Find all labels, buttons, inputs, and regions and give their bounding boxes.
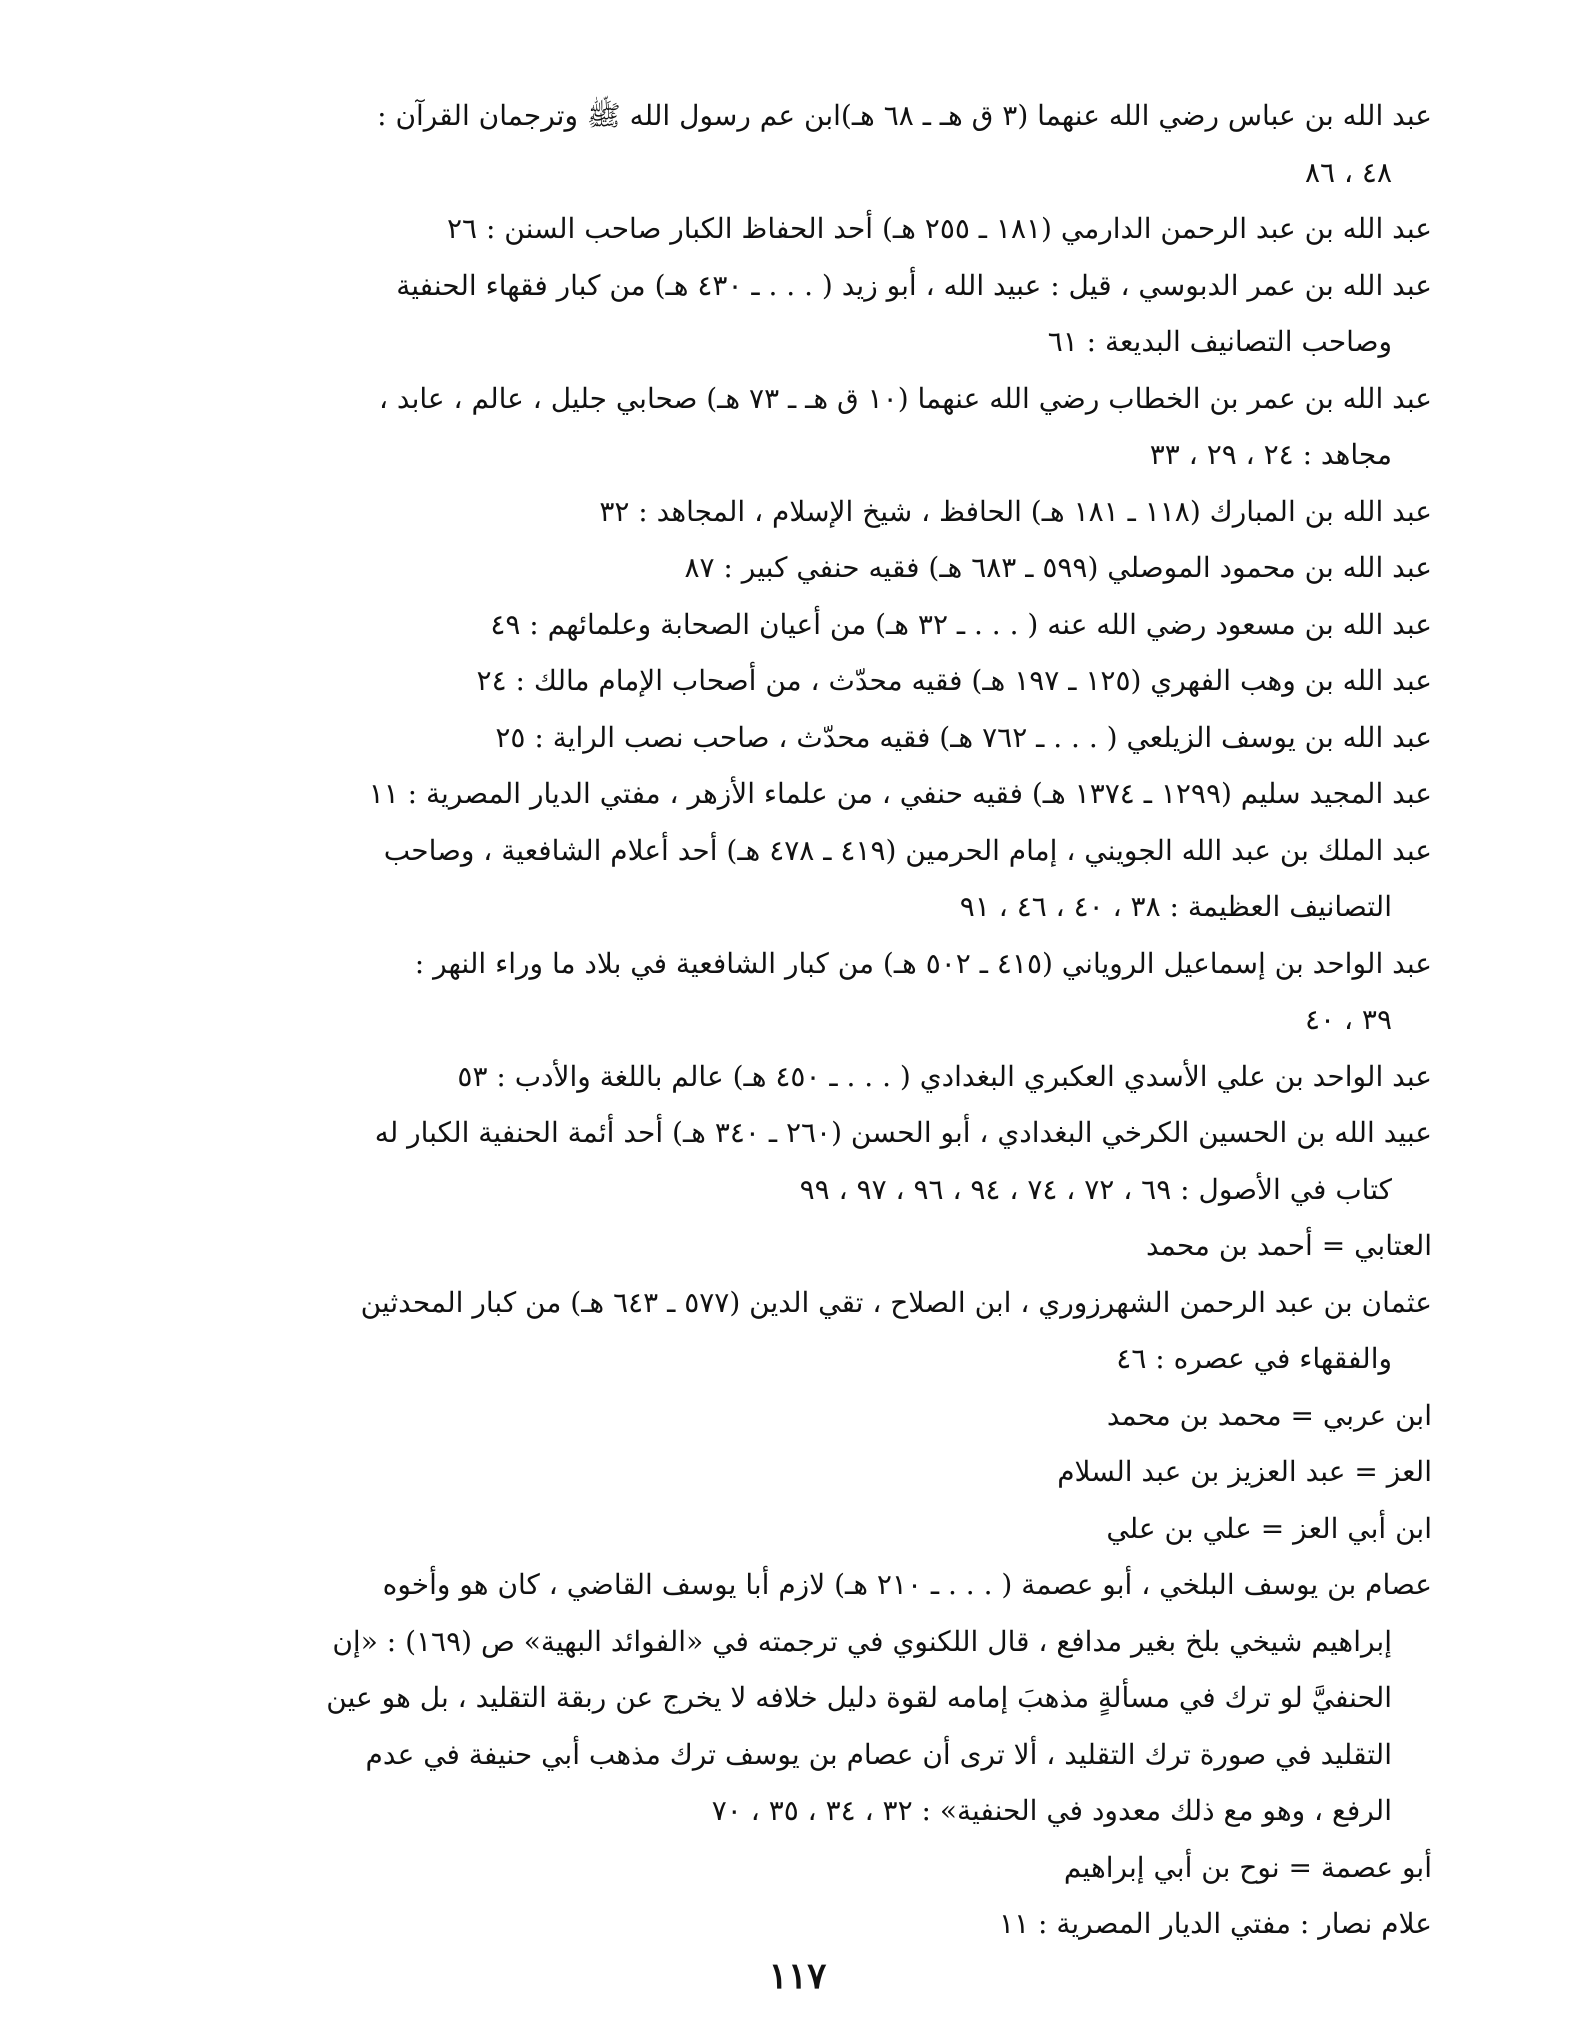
entry-line: ابن عربي = محمد بن محمد bbox=[1106, 1398, 1432, 1432]
entry-line: إبراهيم شيخي بلخ بغير مدافع ، قال اللكنوي في ترجمته في «الفوائد البهية» ص (١٦٩) : «إن bbox=[332, 1624, 1392, 1658]
entry-line: عبد الملك بن عبد الله الجويني ، إمام الحرمين (٤١٩ ـ ٤٧٨ هـ) أحد أعلام الشافعية ، وصاحب bbox=[383, 833, 1432, 867]
entry-line: عبد الله بن عمر بن الخطاب رضي الله عنهما (١٠ ق هـ ـ ٧٣ هـ) صحابي جليل ، عالم ، عابد ، bbox=[378, 381, 1432, 415]
entry-line: التقليد في صورة ترك التقليد ، ألا ترى أن عصام بن يوسف ترك مذهب أبي حنيفة في عدم bbox=[365, 1737, 1392, 1771]
entry-line: كتاب في الأصول : ٦٩ ، ٧٢ ، ٧٤ ، ٩٤ ، ٩٦ ، ٩٧ ، ٩٩ bbox=[799, 1172, 1392, 1206]
entry-line: عثمان بن عبد الرحمن الشهرزوري ، ابن الصلاح ، تقي الدين (٥٧٧ ـ ٦٤٣ هـ) من كبار المحدثين bbox=[360, 1285, 1432, 1319]
index-entry bbox=[222, 823, 1432, 936]
entry-line: العز = عبد العزيز بن عبد السلام bbox=[1057, 1455, 1432, 1488]
entry-line: عبد الله بن مسعود رضي الله عنه ( . . . ـ ٣٢ هـ) من أعيان الصحابة وعلمائهم : ٤٩ bbox=[490, 607, 1432, 641]
page-number: ١١٧ bbox=[768, 1955, 827, 1997]
index-entry bbox=[222, 1557, 1432, 1840]
index-entry bbox=[222, 1105, 1432, 1218]
entry-line: عبد الواحد بن إسماعيل الروياني (٤١٥ ـ ٥٠٢ هـ) من كبار الشافعية في بلاد ما وراء النهر : bbox=[414, 946, 1432, 980]
entry-line: عبد الله بن المبارك (١١٨ ـ ١٨١ هـ) الحافظ ، شيخ الإسلام ، المجاهد : ٣٢ bbox=[599, 494, 1432, 528]
index-entry bbox=[222, 1275, 1432, 1388]
entry-line: عبد الواحد بن علي الأسدي العكبري البغدادي ( . . . ـ ٤٥٠ هـ) عالم باللغة والأدب : ٥٣ bbox=[457, 1059, 1432, 1093]
entry-line: عبد الله بن عبد الرحمن الدارمي (١٨١ ـ ٢٥٥ هـ) أحد الحفاظ الكبار صاحب السنن : ٢٦ bbox=[446, 212, 1432, 245]
index-entry bbox=[222, 597, 1432, 654]
index-entry bbox=[222, 710, 1432, 767]
index-entry bbox=[222, 1501, 1432, 1558]
entry-line: عبد الله بن يوسف الزيلعي ( . . . ـ ٧٦٢ هـ) فقيه محدّث ، صاحب نصب الراية : ٢٥ bbox=[495, 720, 1432, 754]
entry-line: الحنفيَّ لو ترك في مسألةٍ مذهبَ إمامه لقوة دليل خلافه لا يخرج عن ربقة التقليد ، بل هو عين bbox=[326, 1681, 1392, 1714]
index-entry bbox=[222, 201, 1432, 258]
entry-line: عبد الله بن محمود الموصلي (٥٩٩ ـ ٦٨٣ هـ) فقيه حنفي كبير : ٨٧ bbox=[684, 551, 1432, 584]
index-entry bbox=[222, 540, 1432, 597]
entry-line: عبد الله بن عمر الدبوسي ، قيل : عبيد الله ، أبو زيد ( . . . ـ ٤٣٠ هـ) من كبار فقهاء الحنفية bbox=[396, 268, 1432, 302]
index-entry bbox=[222, 1049, 1432, 1106]
index-entry bbox=[222, 1896, 1432, 1953]
index-entry bbox=[222, 371, 1432, 484]
entry-line: وصاحب التصانيف البديعة : ٦١ bbox=[1047, 325, 1392, 358]
index-entry bbox=[222, 484, 1432, 541]
index-entry bbox=[222, 88, 1432, 201]
entry-line: ٤٨ ، ٨٦ bbox=[1305, 155, 1392, 189]
entry-line: علام نصار : مفتي الديار المصرية : ١١ bbox=[999, 1907, 1432, 1940]
entry-line: عبيد الله بن الحسين الكرخي البغدادي ، أبو الحسن (٢٦٠ ـ ٣٤٠ هـ) أحد أئمة الحنفية الكبار له bbox=[374, 1116, 1432, 1149]
index-entry bbox=[222, 1388, 1432, 1445]
index-entry bbox=[222, 1840, 1432, 1897]
index-entries bbox=[222, 88, 1432, 1953]
entry-line: أبو عصمة = نوح بن أبي إبراهيم bbox=[1063, 1850, 1432, 1884]
entry-line: الرفع ، وهو مع ذلك معدود في الحنفية» : ٣٢ ، ٣٤ ، ٣٥ ، ٧٠ bbox=[711, 1794, 1392, 1827]
entry-line: عبد الله بن وهب الفهري (١٢٥ ـ ١٩٧ هـ) فقيه محدّث ، من أصحاب الإمام مالك : ٢٤ bbox=[476, 664, 1432, 697]
entry-line: التصانيف العظيمة : ٣٨ ، ٤٠ ، ٤٦ ، ٩١ bbox=[959, 890, 1392, 923]
entry-line: ابن أبي العز = علي بن علي bbox=[1106, 1511, 1432, 1545]
index-entry bbox=[222, 653, 1432, 710]
index-entry bbox=[222, 936, 1432, 1049]
entry-line: العتابي = أحمد بن محمد bbox=[1145, 1229, 1432, 1262]
index-entry bbox=[222, 1218, 1432, 1275]
entry-line: ٣٩ ، ٤٠ bbox=[1305, 1003, 1392, 1036]
index-entry bbox=[222, 258, 1432, 371]
entry-line: والفقهاء في عصره : ٤٦ bbox=[1116, 1342, 1392, 1375]
entry-line: عبد المجيد سليم (١٢٩٩ ـ ١٣٧٤ هـ) فقيه حنفي ، من علماء الأزهر ، مفتي الديار المصرية : ١١ bbox=[368, 777, 1432, 810]
index-entry bbox=[222, 1444, 1432, 1501]
entry-line: مجاهد : ٢٤ ، ٢٩ ، ٣٣ bbox=[1149, 438, 1392, 471]
entry-line: عصام بن يوسف البلخي ، أبو عصمة ( . . . ـ ٢١٠ هـ) لازم أبا يوسف القاضي ، كان هو وأخوه bbox=[382, 1568, 1432, 1601]
entry-line: عبد الله بن عباس رضي الله عنهما (٣ ق هـ ـ ٦٨ هـ)ابن عم رسول الله ﷺ وترجمان القرآن : bbox=[377, 99, 1432, 132]
index-entry bbox=[222, 766, 1432, 823]
